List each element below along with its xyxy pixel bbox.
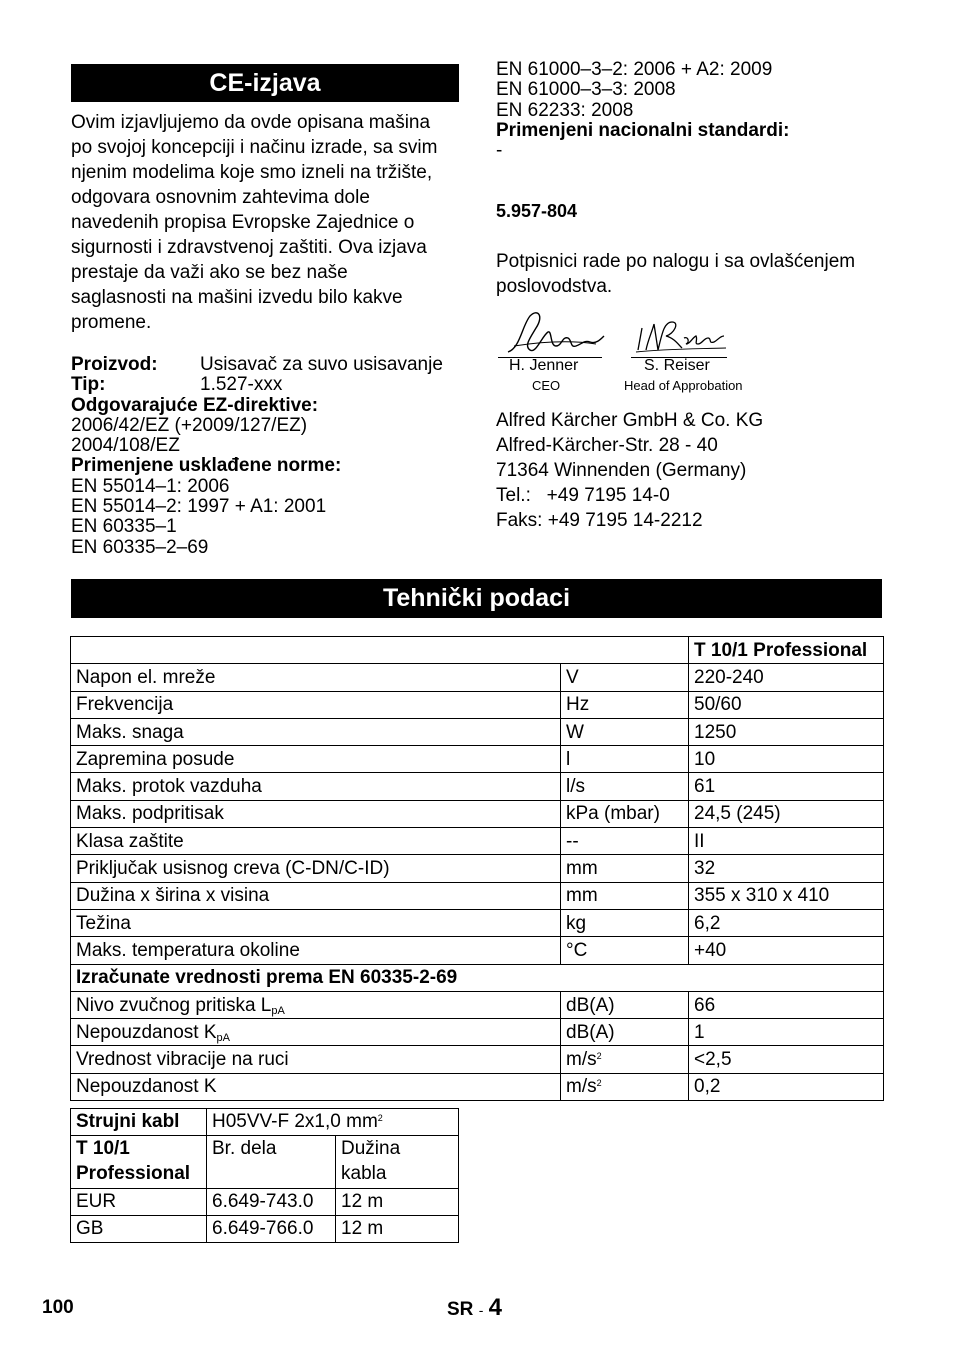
norm-item: EN 55014–2: 1997 + A1: 2001 [71, 496, 327, 518]
table-row [71, 1136, 459, 1189]
cable-length: 12 m [336, 1216, 459, 1243]
spec-value: +40 [689, 937, 884, 964]
signer2-title: Head of Approbation [624, 378, 743, 393]
table-row [71, 1109, 459, 1136]
table-row [71, 1189, 459, 1216]
table-row [71, 664, 884, 691]
table-row [71, 937, 884, 964]
product-label: Proizvod: [71, 354, 158, 375]
address-line: Alfred-Kärcher-Str. 28 - 40 [496, 435, 718, 456]
intro-line: po svojoj koncepciji i načinu izrade, sa svim [71, 137, 438, 158]
technical-data-table [70, 636, 884, 1101]
norm-item: EN 60335–2–69 [71, 536, 209, 558]
spec-value: 355 x 310 x 410 [689, 882, 884, 909]
spec-value: 61 [689, 773, 884, 800]
spec-value: 1250 [689, 718, 884, 745]
spec-unit: W [561, 718, 689, 745]
address-line: Faks: +49 7195 14-2212 [496, 510, 703, 531]
table-row [71, 828, 884, 855]
spec-unit: mm [561, 882, 689, 909]
language-section-marker: SR - 4 [447, 1294, 502, 1321]
norm-item: EN 61000–3–3: 2008 [496, 79, 676, 101]
cable-part-number: 6.649-766.0 [207, 1216, 336, 1243]
spec-label: Težina [71, 909, 561, 936]
spec-value: II [689, 828, 884, 855]
table-row [71, 1019, 884, 1046]
intro-line: Ovim izjavljujemo da ovde opisana mašina [71, 112, 431, 133]
table-row [71, 718, 884, 745]
cable-part-number: 6.649-743.0 [207, 1189, 336, 1216]
national-standards-value: - [496, 140, 503, 162]
norm-item: EN 62233: 2008 [496, 99, 634, 121]
spec-value: <2,5 [689, 1046, 884, 1073]
table-row [71, 773, 884, 800]
address-line: Tel.: +49 7195 14-0 [496, 485, 670, 506]
table-header-row [71, 637, 884, 664]
spec-value: 1 [689, 1019, 884, 1046]
technical-data-heading: Tehnički podaci [71, 579, 882, 618]
signature-jenner-image [500, 306, 610, 360]
intro-line: prestaje da važi ako se bez naše [71, 262, 348, 283]
spec-unit: $m/s^2$ [561, 1073, 689, 1100]
table-row [71, 991, 884, 1018]
spec-unit: -- [561, 828, 689, 855]
intro-line: njenim modelima koje smo izneli na tržište, [71, 162, 433, 183]
spec-label: Frekvencija [71, 691, 561, 718]
spec-unit: mm [561, 855, 689, 882]
signers-note [496, 249, 896, 299]
part-number-header: Br. dela [207, 1136, 336, 1189]
spec-unit: kg [561, 909, 689, 936]
cable-length: 12 m [336, 1189, 459, 1216]
table-row [71, 1073, 884, 1100]
spec-value: 0,2 [689, 1073, 884, 1100]
section-header: Izračunate vrednosti prema EN 60335-2-69 [71, 964, 884, 991]
norms-label: Primenjene usklađene norme: [71, 455, 342, 477]
spec-label: Napon el. mreže [71, 664, 561, 691]
signer1-title: CEO [532, 378, 561, 393]
table-row [71, 882, 884, 909]
directive-item: 2006/42/EZ (+2009/127/EZ) [71, 414, 308, 436]
spec-unit: °C [561, 937, 689, 964]
spec-value: 220-240 [689, 664, 884, 691]
table-row [71, 855, 884, 882]
ce-product-block [71, 355, 466, 558]
spec-label: Nivo zvučnog pritiska $L_{pA}$ [71, 991, 561, 1018]
cable-length-header: Dužina kabla [336, 1136, 459, 1189]
spec-label: Dužina x širina x visina [71, 882, 561, 909]
spec-value: 66 [689, 991, 884, 1018]
spec-unit: dB(A) [561, 991, 689, 1018]
address-line: 71364 Winnenden (Germany) [496, 460, 747, 481]
power-cable-table [70, 1108, 459, 1243]
cable-model: T 10/1 Professional [71, 1136, 207, 1189]
product-value: Usisavač za suvo usisavanje [200, 354, 443, 375]
page-number: 100 [42, 1297, 74, 1318]
cable-label: Strujni kabl [71, 1109, 207, 1136]
spec-value: 10 [689, 746, 884, 773]
spec-label: Nepouzdanost K [71, 1073, 561, 1100]
ce-declaration-heading: CE-izjava [71, 64, 459, 102]
spec-value: 32 [689, 855, 884, 882]
company-address [496, 408, 896, 533]
table-row [71, 691, 884, 718]
spec-unit: l [561, 746, 689, 773]
table-row [71, 1046, 884, 1073]
directives-label: Odgovarajuće EZ-direktive: [71, 394, 319, 416]
spec-value: 50/60 [689, 691, 884, 718]
cable-spec: H05VV-F 2x1,0 $mm^2$ [207, 1109, 459, 1136]
spec-label: Zapremina posude [71, 746, 561, 773]
spec-value: 24,5 (245) [689, 800, 884, 827]
spec-unit: Hz [561, 691, 689, 718]
table-header-empty [71, 637, 689, 664]
signature-reiser-image [634, 314, 730, 356]
spec-label: Nepouzdanost $K_{pA}$ [71, 1019, 561, 1046]
document-number: 5.957-804 [496, 201, 578, 221]
intro-line: navedenih propisa Evropske Zajednice o [71, 212, 415, 233]
spec-unit: l/s [561, 773, 689, 800]
directive-item: 2004/108/EZ [71, 435, 180, 457]
spec-label: Maks. protok vazduha [71, 773, 561, 800]
signer2-name: S. Reiser [644, 357, 710, 374]
type-label: Tip: [71, 374, 106, 396]
spec-unit: kPa (mbar) [561, 800, 689, 827]
table-row [71, 746, 884, 773]
norm-item: EN 55014–1: 2006 [71, 475, 230, 497]
cable-region: GB [71, 1216, 207, 1243]
national-standards-label: Primenjeni nacionalni standardi: [496, 119, 790, 141]
intro-line: saglasnosti na mašini izvedu bilo kakve [71, 287, 403, 308]
spec-label: Maks. snaga [71, 718, 561, 745]
intro-line: promene. [71, 312, 152, 333]
spec-label: Vrednost vibracije na ruci [71, 1046, 561, 1073]
spec-unit: $m/s^2$ [561, 1046, 689, 1073]
signer1-name: H. Jenner [509, 357, 579, 374]
table-section-row [71, 964, 884, 991]
norm-item: EN 60335–1 [71, 516, 177, 538]
table-row [71, 800, 884, 827]
signers-note-line: poslovodstva. [496, 276, 613, 297]
spec-label: Maks. podpritisak [71, 800, 561, 827]
table-row [71, 909, 884, 936]
ce-intro-paragraph [71, 110, 461, 335]
cable-region: EUR [71, 1189, 207, 1216]
spec-unit: dB(A) [561, 1019, 689, 1046]
spec-label: Priključak usisnog creva (C-DN/C-ID) [71, 855, 561, 882]
spec-unit: V [561, 664, 689, 691]
spec-label: Maks. temperatura okoline [71, 937, 561, 964]
spec-value: 6,2 [689, 909, 884, 936]
model-header: T 10/1 Professional [689, 637, 884, 664]
address-line: Alfred Kärcher GmbH & Co. KG [496, 410, 764, 431]
ce-norms-continued [496, 60, 886, 161]
signers-note-line: Potpisnici rade po nalogu i sa ovlašćenjem [496, 251, 856, 272]
type-value: 1.527-xxx [200, 374, 283, 396]
norm-item: EN 61000–3–2: 2006 + A2: 2009 [496, 59, 773, 80]
intro-line: sigurnosti i zdravstvenoj zaštiti. Ova izjava [71, 237, 427, 258]
intro-line: odgovara osnovnim zahtevima dole [71, 187, 370, 208]
spec-label: Klasa zaštite [71, 828, 561, 855]
table-row [71, 1216, 459, 1243]
